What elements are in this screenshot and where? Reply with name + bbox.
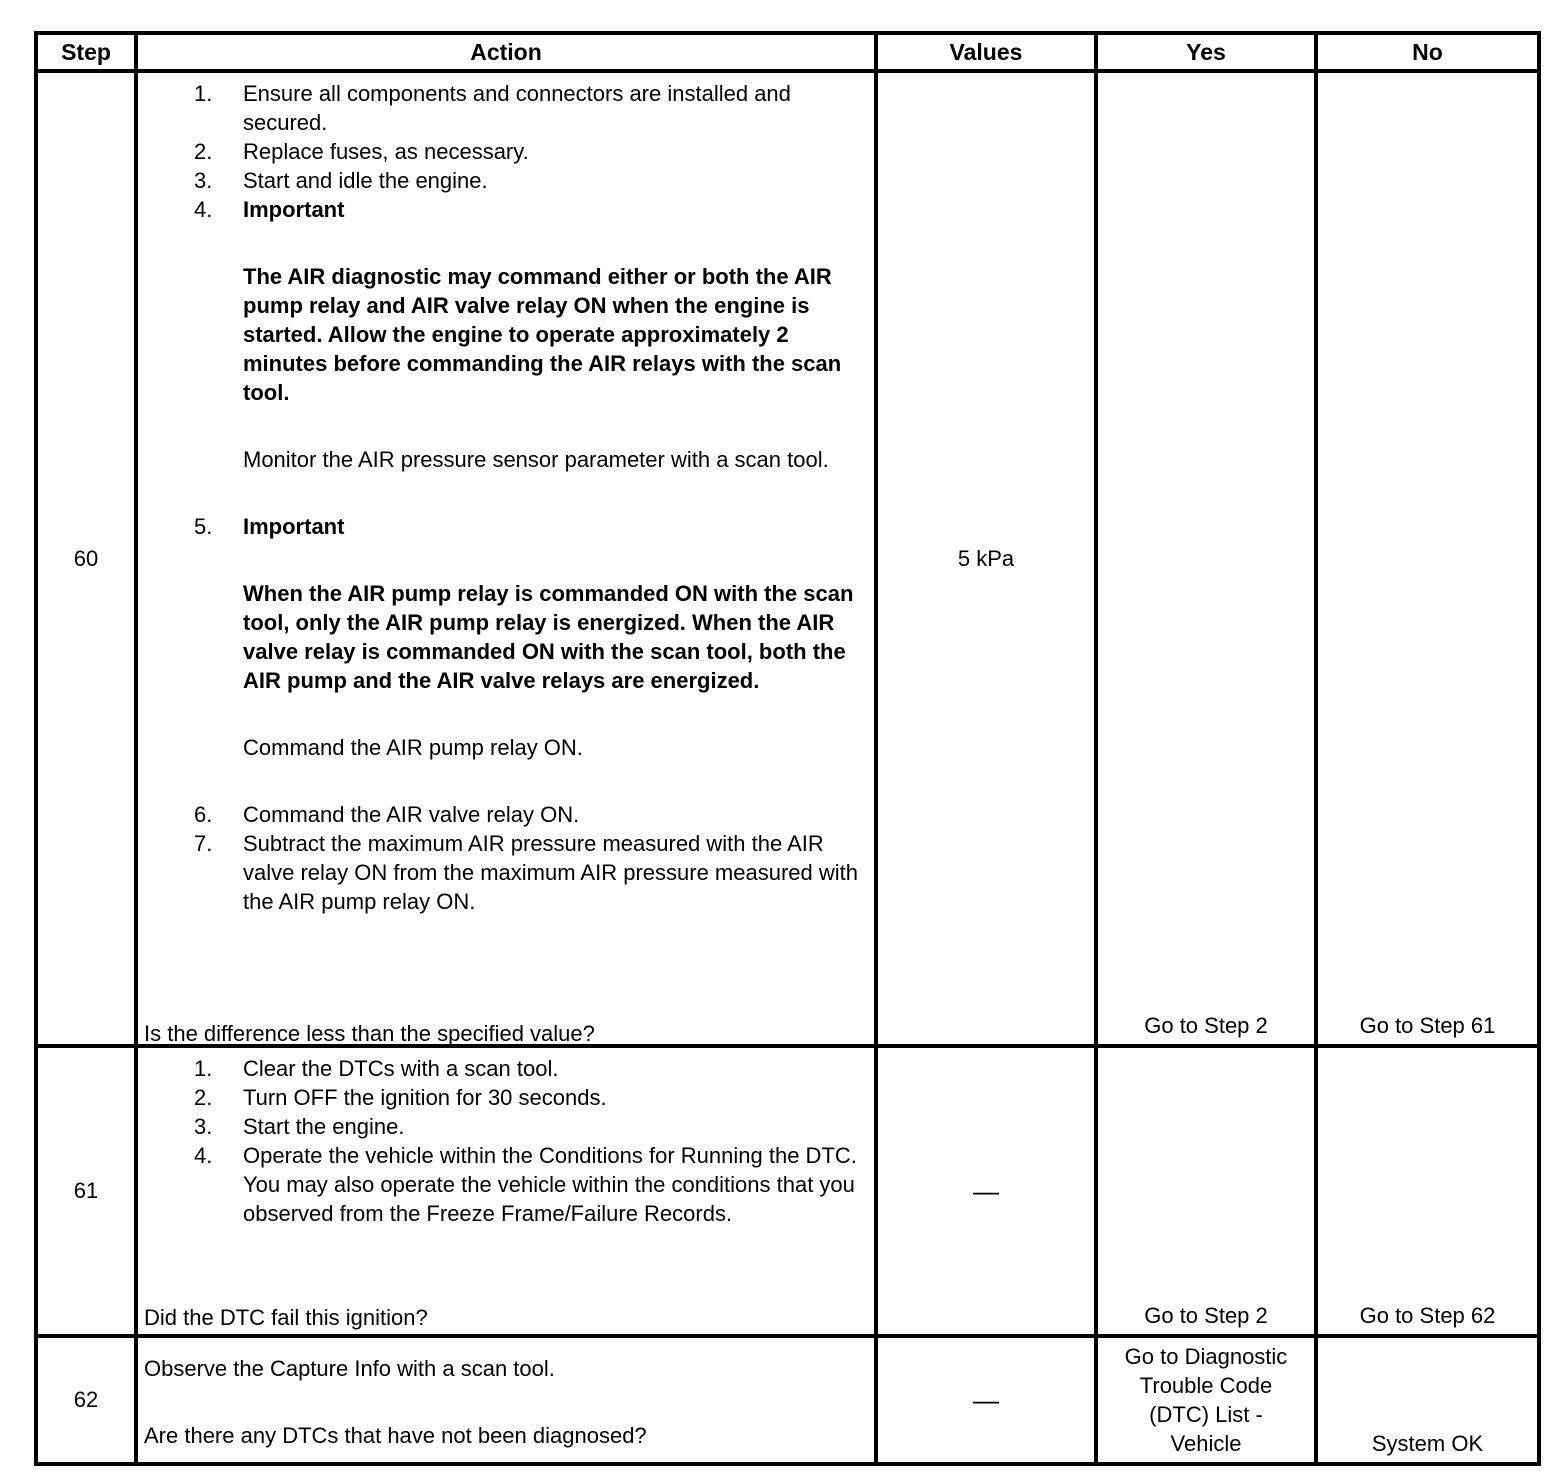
item-text: Start the engine. [243, 1114, 405, 1139]
no-link[interactable]: Go to Step 61 [1316, 71, 1539, 1046]
important-note: When the AIR pump relay is commanded ON with the scan tool, only the AIR pump relay is energized. When the AIR valve relay is commanded ON with the scan tool, both the AIR pump and the AIR valve relays are energized. [243, 581, 854, 693]
no-link[interactable]: Go to Step 62 [1316, 1046, 1539, 1336]
item-text: Command the AIR pump relay ON. [243, 735, 583, 760]
header-values: Values [876, 33, 1096, 71]
header-action: Action [136, 33, 876, 71]
list-item [144, 512, 868, 800]
action-cell [136, 1046, 876, 1336]
header-yes: Yes [1096, 33, 1316, 71]
step-number: 60 [36, 71, 136, 1046]
important-note: The AIR diagnostic may command either or both the AIR pump relay and AIR valve relay ON when the engine is started. Allow the engine to operate approximately 2 minutes before commanding the AIR relays with the scan tool. [243, 264, 842, 405]
item-text: Replace fuses, as necessary. [243, 139, 529, 164]
item-number: 3. [194, 1114, 213, 1139]
action-cell [136, 1336, 876, 1464]
item-text: Monitor the AIR pressure sensor parameter with a scan tool. [243, 447, 829, 472]
list-item [144, 1083, 868, 1112]
item-text: Start and idle the engine. [243, 168, 488, 193]
list-item [144, 1112, 868, 1141]
item-text: Ensure all components and connectors are installed and secured. [243, 81, 791, 135]
important-heading: Important [243, 514, 345, 539]
question-text: Did the DTC fail this ignition? [144, 1305, 428, 1330]
item-number: 4. [194, 1143, 213, 1168]
header-row [36, 33, 1539, 71]
yes-link[interactable]: Go to Step 2 [1096, 71, 1316, 1046]
yes-link[interactable]: Go to Diagnostic Trouble Code (DTC) List - Vehicle [1096, 1336, 1316, 1464]
action-list [144, 1054, 868, 1228]
list-item [144, 195, 868, 512]
item-number: 4. [194, 197, 213, 222]
item-text: Clear the DTCs with a scan tool. [243, 1056, 559, 1081]
item-number: 3. [194, 168, 213, 193]
item-text: Turn OFF the ignition for 30 seconds. [243, 1085, 607, 1110]
diagnostic-table [34, 31, 1541, 1466]
item-number: 2. [194, 139, 213, 164]
item-number: 6. [194, 802, 213, 827]
no-status: System OK [1316, 1336, 1539, 1464]
list-item [144, 1054, 868, 1083]
list-item [144, 800, 868, 829]
table-row-step-61 [36, 1046, 1539, 1336]
list-item [144, 1141, 868, 1228]
action-cell [136, 71, 876, 1046]
question-text: Is the difference less than the specified value? [144, 1021, 595, 1046]
item-text: Operate the vehicle within the Conditions for Running the DTC. You may also operate the vehicle within the conditions that you observed from the Freeze Frame/Failure Records. [243, 1143, 857, 1226]
list-item [144, 137, 868, 166]
list-item [144, 829, 868, 916]
question-text: Are there any DTCs that have not been diagnosed? [144, 1423, 647, 1448]
yes-link[interactable]: Go to Step 2 [1096, 1046, 1316, 1336]
item-text: Observe the Capture Info with a scan tool. [144, 1356, 555, 1381]
item-text: Command the AIR valve relay ON. [243, 802, 580, 827]
value-cell: — [876, 1336, 1096, 1464]
list-item [144, 166, 868, 195]
item-number: 1. [194, 81, 213, 106]
item-number: 1. [194, 1056, 213, 1081]
item-number: 5. [194, 514, 213, 539]
important-heading: Important [243, 197, 345, 222]
header-step: Step [36, 33, 136, 71]
table-row-step-62 [36, 1336, 1539, 1464]
item-number: 7. [194, 831, 213, 856]
action-list [144, 79, 868, 916]
item-number: 2. [194, 1085, 213, 1110]
table-row-step-60 [36, 71, 1539, 1046]
list-item [144, 79, 868, 137]
value-cell: 5 kPa [876, 71, 1096, 1046]
step-number: 62 [36, 1336, 136, 1464]
item-text: Subtract the maximum AIR pressure measured with the AIR valve relay ON from the maximum AIR pressure measured with the AIR pump relay ON. [243, 831, 858, 914]
header-no: No [1316, 33, 1539, 71]
value-cell: — [876, 1046, 1096, 1336]
step-number: 61 [36, 1046, 136, 1336]
